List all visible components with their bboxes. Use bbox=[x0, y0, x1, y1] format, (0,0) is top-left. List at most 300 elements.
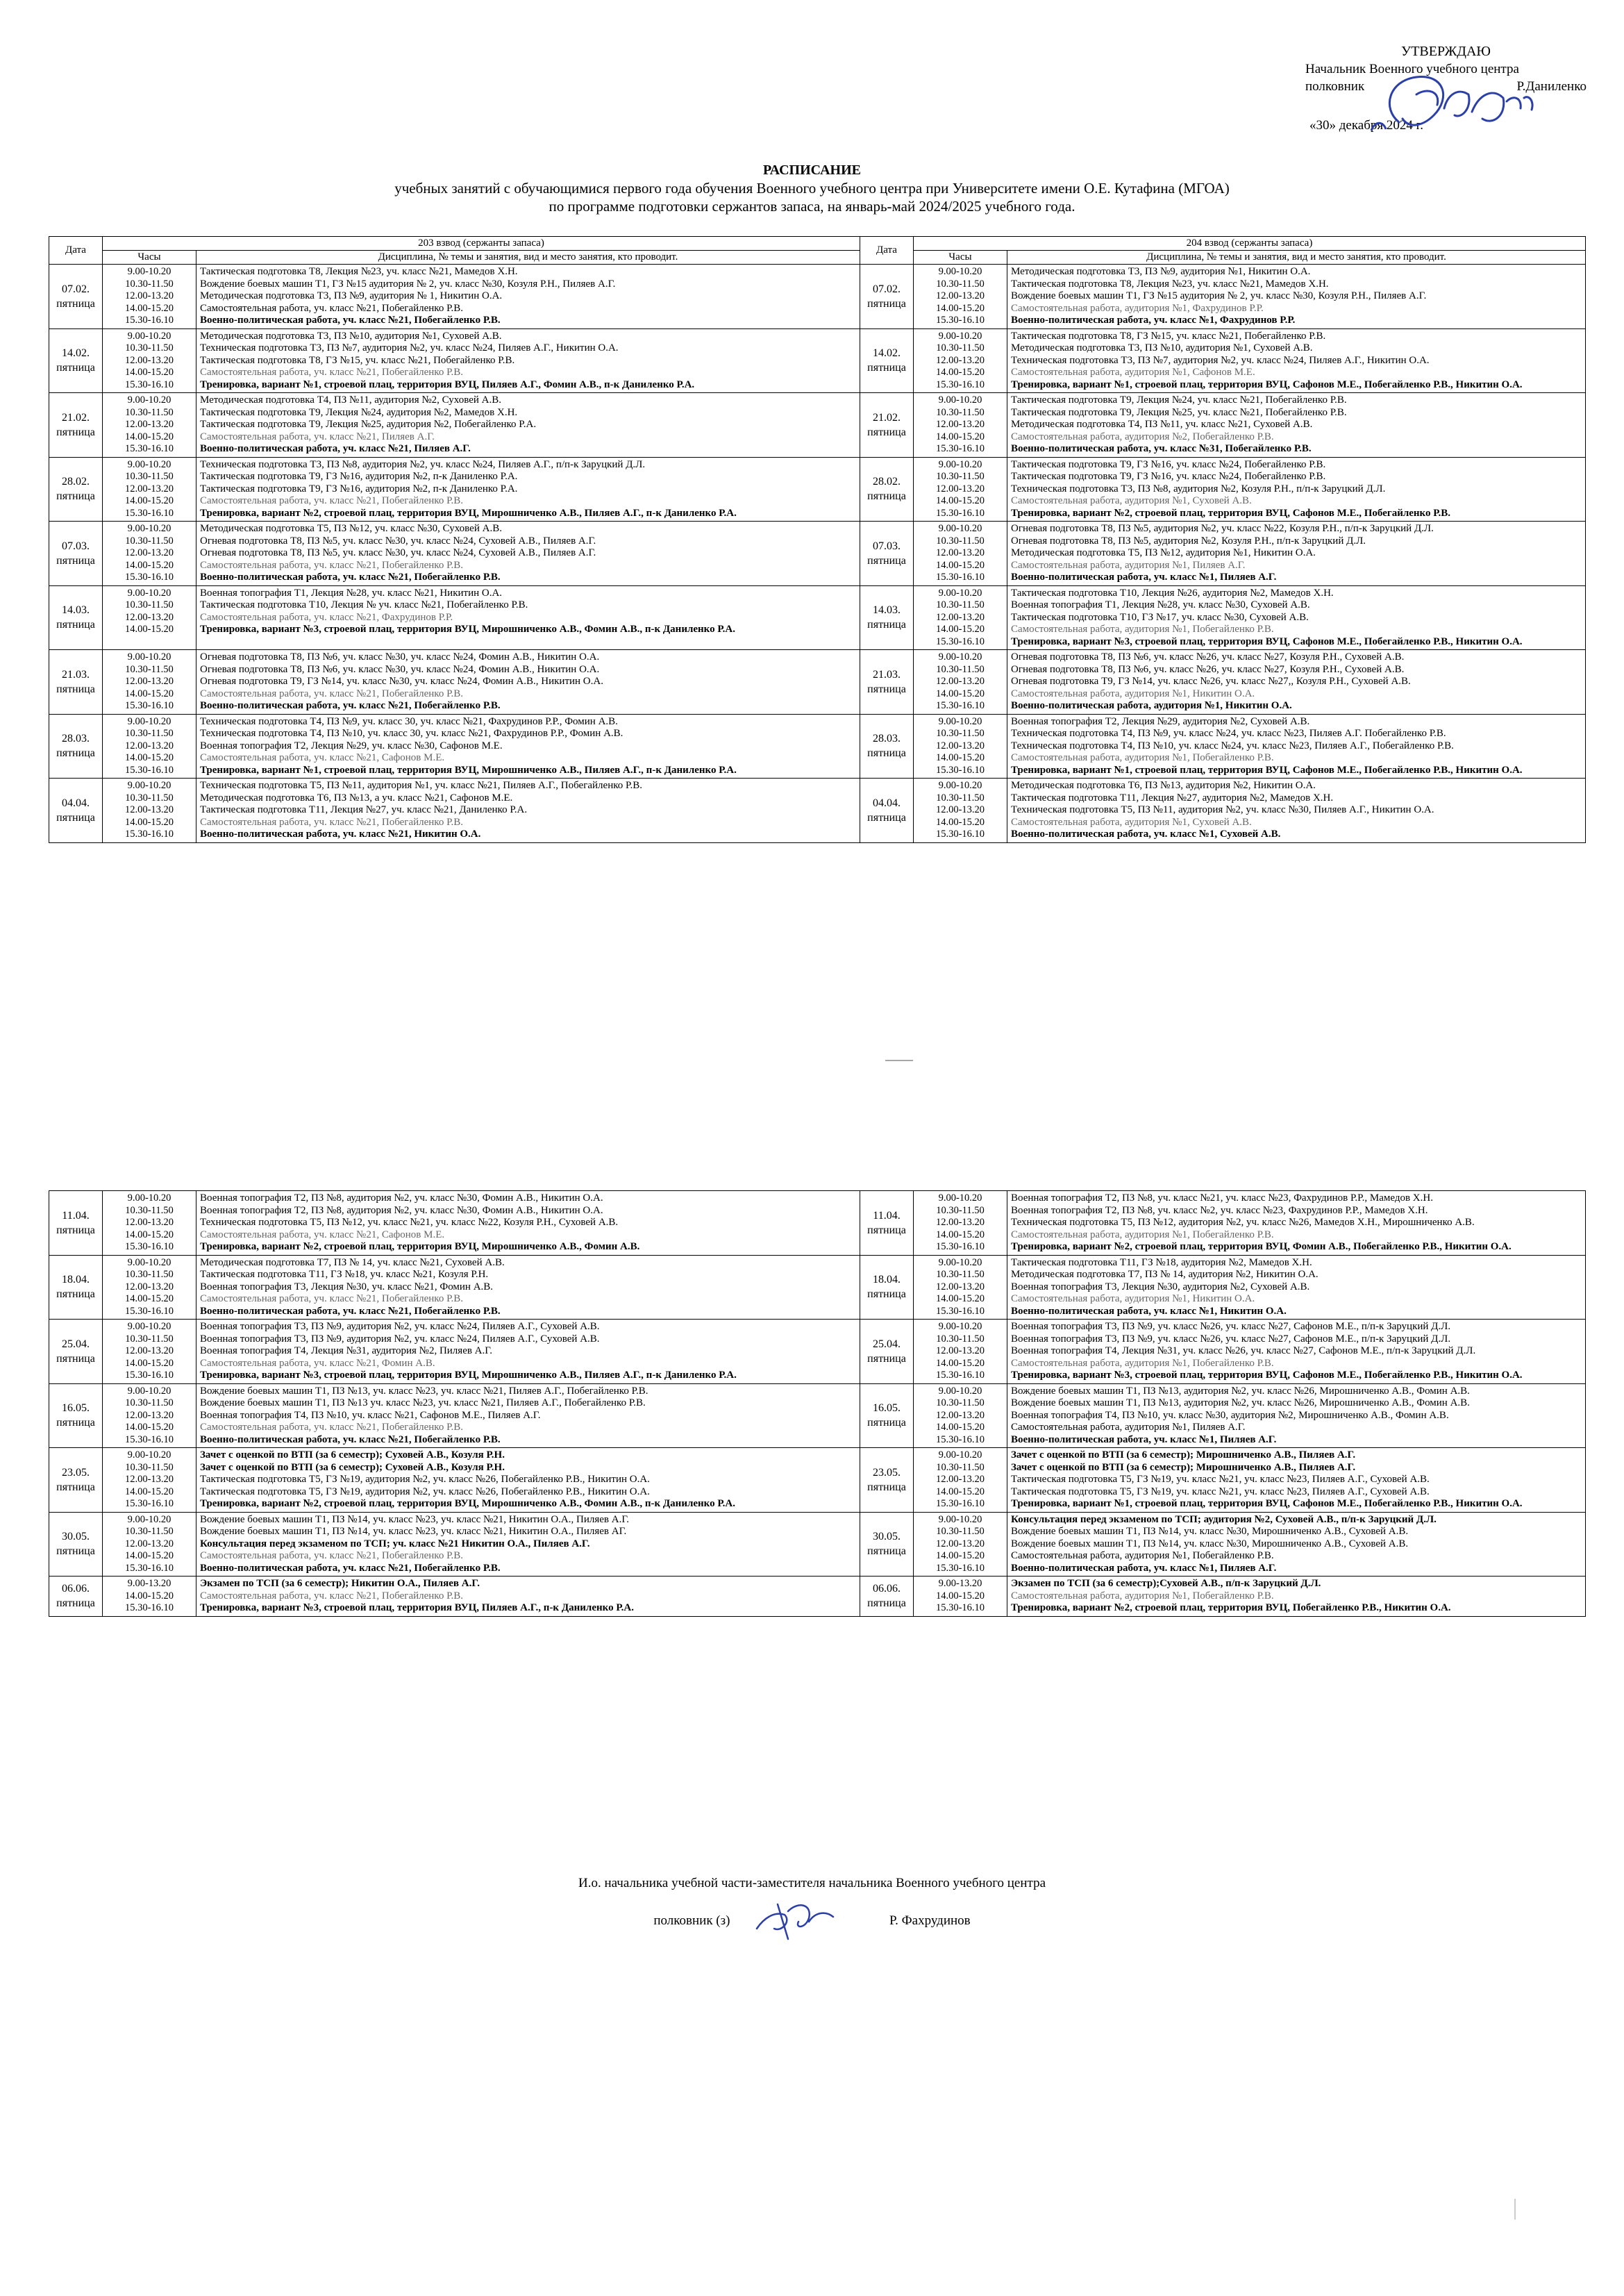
header-discipline: Дисциплина, № темы и занятия, вид и место занятия, кто проводит. bbox=[1007, 251, 1586, 265]
weekday-value: пятница bbox=[56, 362, 95, 374]
lesson-entry: Военно-политическая работа, уч. класс №21, Побегайленко Р.В. bbox=[200, 572, 501, 583]
hours-cell: 9.00-10.20 10.30-11.50 12.00-13.20 14.00-15.20 15.30-16.10 bbox=[914, 457, 1007, 522]
weekday-value: пятница bbox=[867, 811, 906, 824]
schedule-row bbox=[49, 457, 1586, 522]
lesson-entry: Тактическая подготовка Т5, ГЗ №19, аудитория №2, уч. класс №26, Побегайленко Р.В., Никитин О.А. bbox=[200, 1486, 650, 1497]
lesson-entry: Тактическая подготовка Т11, Лекция №27, уч. класс №21, Даниленко Р.А. bbox=[200, 804, 528, 815]
lesson-entry: Вождение боевых машин Т1, ПЗ №14, уч. класс №30, Мирошниченко А.В., Суховей А.В. bbox=[1011, 1526, 1409, 1537]
hours-cell: 9.00-10.20 10.30-11.50 12.00-13.20 14.00-15.20 15.30-16.10 bbox=[103, 328, 196, 393]
schedule-row bbox=[49, 585, 1586, 650]
hours-cell: 9.00-10.20 10.30-11.50 12.00-13.20 14.00-15.20 15.30-16.10 bbox=[103, 1191, 196, 1256]
date-value: 21.02. bbox=[62, 411, 90, 424]
date-value: 06.06. bbox=[873, 1583, 901, 1595]
date-cell bbox=[49, 1448, 103, 1513]
hours-cell: 9.00-10.20 10.30-11.50 12.00-13.20 14.00-15.20 15.30-16.10 bbox=[914, 328, 1007, 393]
date-cell bbox=[860, 779, 914, 843]
hours-cell: 9.00-10.20 10.30-11.50 12.00-13.20 14.00-15.20 15.30-16.10 bbox=[914, 393, 1007, 458]
date-cell bbox=[860, 1320, 914, 1384]
hours-cell: 9.00-10.20 10.30-11.50 12.00-13.20 14.00-15.20 15.30-16.10 bbox=[914, 714, 1007, 779]
lesson-entry: Методическая подготовка Т4, ПЗ №11, аудитория №2, Суховей А.В. bbox=[200, 394, 501, 406]
hours-cell: 9.00-10.20 10.30-11.50 12.00-13.20 14.00-15.20 15.30-16.10 bbox=[914, 522, 1007, 586]
lesson-entry: Огневая подготовка Т8, ПЗ №5, уч. класс №30, уч. класс №24, Суховей А.В., Пиляев А.Г. bbox=[200, 547, 596, 558]
lesson-entry: Техническая подготовка Т5, ПЗ №12, уч. класс №21, уч. класс №22, Козуля Р.Н., Суховей А.В. bbox=[200, 1217, 619, 1228]
lesson-entry: Тактическая подготовка Т9, ГЗ №16, уч. класс №24, Побегайленко Р.В. bbox=[1011, 471, 1326, 482]
schedule-row bbox=[49, 1383, 1586, 1448]
date-cell bbox=[49, 779, 103, 843]
date-cell bbox=[49, 1512, 103, 1577]
lesson-entry: Огневая подготовка Т9, ГЗ №14, уч. класс №26, уч. класс №27,, Козуля Р.Н., Суховей А.В. bbox=[1011, 676, 1411, 687]
lesson-entry: Тренировка, вариант №3, строевой плац, территория ВУЦ, Мирошниченко А.В., Пиляев А.Г., п-к Даниленко Р.А. bbox=[200, 1370, 737, 1381]
discipline-cell bbox=[1007, 265, 1586, 329]
hours-cell: 9.00-10.20 10.30-11.50 12.00-13.20 14.00-15.20 15.30-16.10 bbox=[914, 779, 1007, 843]
date-value: 07.03. bbox=[873, 540, 901, 552]
date-value: 18.04. bbox=[62, 1274, 90, 1286]
scan-mark bbox=[885, 1058, 913, 1063]
date-cell bbox=[860, 650, 914, 715]
discipline-cell bbox=[196, 1191, 860, 1256]
lesson-entry: Самостоятельная работа, уч. класс №21, Побегайленко Р.В. bbox=[200, 495, 464, 506]
schedule-table-page-1 bbox=[49, 236, 1586, 843]
discipline-cell bbox=[196, 1512, 860, 1577]
weekday-value: пятница bbox=[867, 683, 906, 695]
discipline-cell bbox=[196, 1255, 860, 1320]
lesson-entry: Тренировка, вариант №3, строевой плац, территория ВУЦ, Сафонов М.Е., Побегайленко Р.В., Никитин О.А. bbox=[1011, 1370, 1523, 1381]
date-value: 07.03. bbox=[62, 540, 90, 552]
lesson-entry: Техническая подготовка Т3, ПЗ №7, аудитория №2, уч. класс №24, Пиляев А.Г., Никитин О.А. bbox=[200, 342, 619, 353]
lesson-entry: Техническая подготовка Т5, ПЗ №11, аудитория №1, уч. класс №21, Пиляев А.Г., Побегайленко Р.В. bbox=[200, 780, 642, 791]
discipline-cell bbox=[196, 1320, 860, 1384]
footer-position: И.о. начальника учебной части-заместителя начальника Военного учебного центра bbox=[578, 1876, 1046, 1890]
lesson-entry: Самостоятельная работа, уч. класс №21, Побегайленко Р.В. bbox=[200, 367, 464, 378]
weekday-value: пятница bbox=[867, 490, 906, 503]
hours-cell: 9.00-13.20 14.00-15.20 15.30-16.10 bbox=[914, 1577, 1007, 1617]
lesson-entry: Военно-политическая работа, уч. класс №21, Побегайленко Р.В. bbox=[200, 1305, 501, 1317]
lesson-entry: Военно-политическая работа, уч. класс №21, Побегайленко Р.В. bbox=[200, 700, 501, 711]
weekday-value: пятница bbox=[56, 1288, 95, 1301]
date-value: 30.05. bbox=[62, 1531, 90, 1543]
lesson-entry: Техническая подготовка Т4, ПЗ №10, уч. класс 30, уч. класс №21, Фахрудинов Р.Р., Фомин А.В. bbox=[200, 728, 623, 739]
lesson-entry: Методическая подготовка Т6, ПЗ №13, аудитория №2, Никитин О.А. bbox=[1011, 780, 1316, 791]
header-hours: Часы bbox=[914, 251, 1007, 265]
lesson-entry: Тренировка, вариант №3, строевой плац, территория ВУЦ, Мирошниченко А.В., Фомин А.В., п-к Даниленко Р.А. bbox=[200, 624, 735, 635]
lesson-entry: Методическая подготовка Т5, ПЗ №12, аудитория №1, Никитин О.А. bbox=[1011, 547, 1316, 558]
lesson-entry: Самостоятельная работа, уч. класс №21, Побегайленко Р.В. bbox=[200, 816, 464, 828]
lesson-entry: Тактическая подготовка Т9, Лекция №25, уч. класс №21, Побегайленко Р.В. bbox=[1011, 406, 1347, 418]
date-value: 16.05. bbox=[873, 1402, 901, 1415]
lesson-entry: Вождение боевых машин Т1, ПЗ №14, уч. класс №30, Мирошниченко А.В., Суховей А.В. bbox=[1011, 1538, 1409, 1549]
weekday-value: пятница bbox=[867, 426, 906, 438]
schedule-table-page-2 bbox=[49, 1190, 1586, 1617]
date-cell bbox=[49, 522, 103, 586]
lesson-entry: Самостоятельная работа, аудитория №1, Побегайленко Р.В. bbox=[1011, 1357, 1274, 1369]
weekday-value: пятница bbox=[867, 1545, 906, 1558]
lesson-entry: Военно-политическая работа, уч. класс №1, Суховей А.В. bbox=[1011, 829, 1281, 840]
lesson-entry: Техническая подготовка Т3, ПЗ №7, аудитория №2, уч. класс №24, Пиляев А.Г., Никитин О.А. bbox=[1011, 354, 1430, 366]
hours-cell: 9.00-13.20 14.00-15.20 15.30-16.10 bbox=[103, 1577, 196, 1617]
lesson-entry: Самостоятельная работа, аудитория №1, Никитин О.А. bbox=[1011, 1293, 1255, 1304]
discipline-cell bbox=[1007, 585, 1586, 650]
date-value: 18.04. bbox=[873, 1274, 901, 1286]
lesson-entry: Военно-политическая работа, уч. класс №21, Побегайленко Р.В. bbox=[200, 1562, 501, 1574]
date-cell bbox=[49, 1191, 103, 1256]
lesson-entry: Военная топография Т4, ПЗ №10, уч. класс №21, Сафонов М.Е., Пиляев А.Г. bbox=[200, 1409, 541, 1421]
date-cell bbox=[860, 1383, 914, 1448]
hours-cell: 9.00-10.20 10.30-11.50 12.00-13.20 14.00-15.20 15.30-16.10 bbox=[914, 585, 1007, 650]
lesson-entry: Самостоятельная работа, аудитория №1, Побегайленко Р.В. bbox=[1011, 1590, 1274, 1602]
lesson-entry: Вождение боевых машин Т1, ГЗ №15 аудитория № 2, уч. класс №30, Козуля Р.Н., Пиляев А.Г. bbox=[1011, 290, 1427, 301]
lesson-entry: Техническая подготовка Т5, ПЗ №11, аудитория №2, уч. класс №30, Пиляев А.Г., Никитин О.А. bbox=[1011, 804, 1434, 815]
header-hours: Часы bbox=[103, 251, 196, 265]
schedule-row bbox=[49, 1255, 1586, 1320]
lesson-entry: Огневая подготовка Т8, ПЗ №6, уч. класс №30, уч. класс №24, Фомин А.В., Никитин О.А. bbox=[200, 663, 600, 675]
lesson-entry: Самостоятельная работа, аудитория №1, Пиляев А.Г. bbox=[1011, 559, 1246, 571]
date-value: 14.03. bbox=[62, 604, 90, 617]
lesson-entry: Методическая подготовка Т3, ПЗ №10, аудитория №1, Суховей А.В. bbox=[1011, 342, 1313, 353]
discipline-cell bbox=[1007, 714, 1586, 779]
lesson-entry: Методическая подготовка Т3, ПЗ №9, аудитория №1, Никитин О.А. bbox=[1011, 266, 1311, 277]
hours-cell: 9.00-10.20 10.30-11.50 12.00-13.20 14.00-15.20 15.30-16.10 bbox=[103, 393, 196, 458]
hours-cell: 9.00-10.20 10.30-11.50 12.00-13.20 14.00-15.20 15.30-16.10 bbox=[103, 457, 196, 522]
lesson-entry: Военно-политическая работа, уч. класс №1, Фахрудинов Р.Р. bbox=[1011, 315, 1296, 326]
document-title: РАСПИСАНИЕ bbox=[762, 163, 861, 178]
header-platoon-203: 203 взвод (сержанты запаса) bbox=[103, 237, 860, 251]
hours-cell: 9.00-10.20 10.30-11.50 12.00-13.20 14.00-15.20 15.30-16.10 bbox=[914, 265, 1007, 329]
discipline-cell bbox=[1007, 1383, 1586, 1448]
date-value: 25.04. bbox=[873, 1338, 901, 1350]
lesson-entry: Техническая подготовка Т4, ПЗ №9, уч. класс 30, уч. класс №21, Фахрудинов Р.Р., Фомин А.В. bbox=[200, 715, 618, 727]
lesson-entry: Вождение боевых машин Т1, ПЗ №13, уч. класс №23, уч. класс №21, Пиляев А.Г., Побегайленко Р.В. bbox=[200, 1385, 648, 1397]
date-value: 21.02. bbox=[873, 411, 901, 424]
date-value: 25.04. bbox=[62, 1338, 90, 1350]
lesson-entry: Военная топография Т2, ПЗ №8, аудитория №2, уч. класс №30, Фомин А.В., Никитин О.А. bbox=[200, 1204, 603, 1216]
lesson-entry: Военно-политическая работа, уч. класс №31, Побегайленко Р.В. bbox=[1011, 443, 1312, 454]
schedule-row bbox=[49, 1191, 1586, 1256]
approval-date: «30» декабря 2024 г. bbox=[1309, 118, 1424, 133]
weekday-value: пятница bbox=[56, 619, 95, 631]
lesson-entry: Военная топография Т4, ПЗ №10, уч. класс №30, аудитория №2, Мирошниченко А.В., Фомин А.В. bbox=[1011, 1409, 1449, 1421]
date-value: 21.03. bbox=[62, 668, 90, 681]
hours-cell: 9.00-10.20 10.30-11.50 12.00-13.20 14.00-15.20 15.30-16.10 bbox=[914, 650, 1007, 715]
lesson-entry: Самостоятельная работа, аудитория №1, Фахрудинов Р.Р. bbox=[1011, 302, 1264, 314]
lesson-entry: Зачет с оценкой по ВТП (за 6 семестр); Мирошниченко А.В., Пиляев А.Г. bbox=[1011, 1461, 1356, 1473]
weekday-value: пятница bbox=[867, 1417, 906, 1429]
lesson-entry: Самостоятельная работа, уч. класс №21, Побегайленко Р.В. bbox=[200, 1422, 464, 1433]
discipline-cell bbox=[196, 393, 860, 458]
discipline-cell bbox=[1007, 522, 1586, 586]
header-discipline: Дисциплина, № темы и занятия, вид и место занятия, кто проводит. bbox=[196, 251, 860, 265]
discipline-cell bbox=[1007, 328, 1586, 393]
date-value: 11.04. bbox=[62, 1209, 90, 1222]
scan-mark bbox=[1512, 2199, 1518, 2220]
lesson-entry: Тактическая подготовка Т10, Лекция № уч. класс №21, Побегайленко Р.В. bbox=[200, 599, 528, 610]
discipline-cell bbox=[1007, 457, 1586, 522]
weekday-value: пятница bbox=[56, 811, 95, 824]
lesson-entry: Самостоятельная работа, аудитория №1, Пиляев А.Г. bbox=[1011, 1422, 1246, 1433]
approval-name: Р.Даниленко bbox=[1516, 79, 1587, 94]
date-cell bbox=[49, 1383, 103, 1448]
lesson-entry: Военная топография Т4, Лекция №31, аудитория №2, Пиляев А.Г. bbox=[200, 1345, 492, 1356]
hours-cell: 9.00-10.20 10.30-11.50 12.00-13.20 14.00-15.20 15.30-16.10 bbox=[914, 1448, 1007, 1513]
hours-cell: 9.00-10.20 10.30-11.50 12.00-13.20 14.00-15.20 bbox=[103, 585, 196, 650]
date-cell bbox=[49, 1320, 103, 1384]
date-cell bbox=[860, 522, 914, 586]
date-cell bbox=[860, 585, 914, 650]
date-value: 07.02. bbox=[62, 283, 90, 295]
handwritten-signature-footer bbox=[750, 1890, 840, 1946]
lesson-entry: Самостоятельная работа, аудитория №1, Побегайленко Р.В. bbox=[1011, 752, 1274, 763]
schedule-row bbox=[49, 522, 1586, 586]
document-subtitle-2: по программе подготовки сержантов запаса, на январь-май 2024/2025 учебного года. bbox=[549, 198, 1075, 215]
lesson-entry: Экзамен по ТСП (за 6 семестр); Никитин О.А., Пиляев А.Г. bbox=[200, 1578, 480, 1589]
lesson-entry: Огневая подготовка Т9, ГЗ №14, уч. класс №30, уч. класс №24, Фомин А.В., Никитин О.А. bbox=[200, 676, 603, 687]
weekday-value: пятница bbox=[56, 1352, 95, 1365]
lesson-entry: Зачет с оценкой по ВТП (за 6 семестр); Суховей А.В., Козуля Р.Н. bbox=[200, 1449, 505, 1461]
lesson-entry: Техническая подготовка Т5, ПЗ №12, аудитория №2, уч. класс №26, Мамедов Х.Н., Мирошниченко А.В. bbox=[1011, 1217, 1475, 1228]
lesson-entry: Методическая подготовка Т6, ПЗ №13, а уч. класс №21, Сафонов М.Е. bbox=[200, 792, 513, 804]
lesson-entry: Тактическая подготовка Т11, ГЗ №18, уч. класс №21, Козуля Р.Н. bbox=[200, 1269, 489, 1280]
lesson-entry: Техническая подготовка Т3, ПЗ №8, аудитория №2, Козуля Р.Н., п/п-к Заруцкий Д.Л. bbox=[1011, 483, 1386, 494]
date-cell bbox=[49, 714, 103, 779]
lesson-entry: Военная топография Т3, ПЗ №9, аудитория №2, уч. класс №24, Пиляев А.Г., Суховей А.В. bbox=[200, 1333, 600, 1345]
lesson-entry: Военная топография Т3, Лекция №30, уч. класс №21, Фомин А.В. bbox=[200, 1281, 494, 1292]
date-value: 14.03. bbox=[873, 604, 901, 617]
weekday-value: пятница bbox=[56, 747, 95, 760]
hours-cell: 9.00-10.20 10.30-11.50 12.00-13.20 14.00-15.20 15.30-16.10 bbox=[914, 1191, 1007, 1256]
header-date: Дата bbox=[49, 237, 103, 265]
discipline-cell bbox=[196, 1383, 860, 1448]
hours-cell: 9.00-10.20 10.30-11.50 12.00-13.20 14.00-15.20 15.30-16.10 bbox=[103, 522, 196, 586]
date-cell bbox=[860, 1191, 914, 1256]
lesson-entry: Военная топография Т2, ПЗ №8, аудитория №2, уч. класс №30, Фомин А.В., Никитин О.А. bbox=[200, 1192, 603, 1204]
discipline-cell bbox=[1007, 779, 1586, 843]
header-platoon-204: 204 взвод (сержанты запаса) bbox=[914, 237, 1586, 251]
lesson-entry: Самостоятельная работа, уч. класс №21, Сафонов М.Е. bbox=[200, 1229, 445, 1240]
date-cell bbox=[860, 457, 914, 522]
date-value: 28.03. bbox=[873, 733, 901, 745]
lesson-entry: Военная топография Т3, ПЗ №9, уч. класс №26, уч. класс №27, Сафонов М.Е., п/п-к Заруцкий Д.Л. bbox=[1011, 1333, 1451, 1345]
schedule-row bbox=[49, 1577, 1586, 1617]
approval-position: Начальник Военного учебного центра bbox=[1305, 62, 1519, 76]
lesson-entry: Тактическая подготовка Т9, ГЗ №16, уч. класс №24, Побегайленко Р.В. bbox=[1011, 458, 1326, 470]
lesson-entry: Тренировка, вариант №3, строевой плац, территория ВУЦ, Пиляев А.Г., п-к Даниленко Р.А. bbox=[200, 1602, 634, 1613]
lesson-entry: Методическая подготовка Т3, ПЗ №9, аудитория № 1, Никитин О.А. bbox=[200, 290, 503, 301]
weekday-value: пятница bbox=[867, 1224, 906, 1236]
lesson-entry: Тренировка, вариант №1, строевой плац, территория ВУЦ, Сафонов М.Е., Побегайленко Р.В., Никитин О.А. bbox=[1011, 764, 1523, 776]
document-subtitle-1: учебных занятий с обучающимися первого года обучения Военного учебного центра при Университете имени О.Е. Кутафина (МГОА) bbox=[394, 180, 1230, 197]
lesson-entry: Самостоятельная работа, уч. класс №21, Побегайленко Р.В. bbox=[200, 688, 464, 699]
lesson-entry: Тренировка, вариант №3, строевой плац, территория ВУЦ, Сафонов М.Е., Побегайленко Р.В., Никитин О.А. bbox=[1011, 635, 1523, 647]
discipline-cell bbox=[1007, 650, 1586, 715]
discipline-cell bbox=[1007, 1577, 1586, 1617]
hours-cell: 9.00-10.20 10.30-11.50 12.00-13.20 14.00-15.20 15.30-16.10 bbox=[103, 1255, 196, 1320]
discipline-cell bbox=[1007, 1191, 1586, 1256]
hours-cell: 9.00-10.20 10.30-11.50 12.00-13.20 14.00-15.20 15.30-16.10 bbox=[914, 1320, 1007, 1384]
lesson-entry: Самостоятельная работа, аудитория №2, Побегайленко Р.В. bbox=[1011, 431, 1274, 442]
date-cell bbox=[860, 1512, 914, 1577]
lesson-entry: Методическая подготовка Т3, ПЗ №10, аудитория №1, Суховей А.В. bbox=[200, 330, 502, 342]
weekday-value: пятница bbox=[867, 554, 906, 567]
handwritten-signature-approval bbox=[1305, 67, 1555, 150]
schedule-row bbox=[49, 393, 1586, 458]
date-value: 23.05. bbox=[62, 1466, 90, 1479]
header-date: Дата bbox=[860, 237, 914, 265]
hours-cell: 9.00-10.20 10.30-11.50 12.00-13.20 14.00-15.20 15.30-16.10 bbox=[103, 714, 196, 779]
lesson-entry: Военно-политическая работа, уч. класс №21, Побегайленко Р.В. bbox=[200, 1433, 501, 1445]
lesson-entry: Военная топография Т2, ПЗ №8, уч. класс №2, уч. класс №23, Фахрудинов Р.Р., Мамедов Х.Н. bbox=[1011, 1204, 1428, 1216]
lesson-entry: Военная топография Т4, Лекция №31, уч. класс №26, уч. класс №27, Сафонов М.Е., п/п-к Заруцкий Д.Л. bbox=[1011, 1345, 1476, 1356]
lesson-entry: Тактическая подготовка Т10, ГЗ №17, уч. класс №30, Суховей А.В. bbox=[1011, 611, 1309, 623]
date-cell bbox=[49, 585, 103, 650]
discipline-cell bbox=[196, 779, 860, 843]
lesson-entry: Тактическая подготовка Т9, ГЗ №16, аудитория №2, п-к Даниленко Р.А. bbox=[200, 483, 518, 494]
schedule-row bbox=[49, 265, 1586, 329]
lesson-entry: Военная топография Т2, Лекция №29, уч. класс №30, Сафонов М.Е. bbox=[200, 740, 503, 751]
discipline-cell bbox=[196, 328, 860, 393]
lesson-entry: Самостоятельная работа, уч. класс №21, Побегайленко Р.В. bbox=[200, 1590, 464, 1602]
date-cell bbox=[49, 393, 103, 458]
weekday-value: пятница bbox=[56, 297, 95, 310]
lesson-entry: Самостоятельная работа, уч. класс №21, Фахрудинов Р.Р. bbox=[200, 611, 453, 623]
lesson-entry: Самостоятельная работа, аудитория №1, Сафонов М.Е. bbox=[1011, 367, 1255, 378]
date-cell bbox=[860, 1448, 914, 1513]
schedule-row bbox=[49, 1512, 1586, 1577]
lesson-entry: Методическая подготовка Т4, ПЗ №11, уч. класс №21, Суховей А.В. bbox=[1011, 419, 1313, 430]
hours-cell: 9.00-10.20 10.30-11.50 12.00-13.20 14.00-15.20 15.30-16.10 bbox=[914, 1512, 1007, 1577]
weekday-value: пятница bbox=[56, 490, 95, 503]
lesson-entry: Огневая подготовка Т8, ПЗ №5, уч. класс №30, уч. класс №24, Суховей А.В., Пиляев А.Г. bbox=[200, 535, 596, 547]
discipline-cell bbox=[196, 1448, 860, 1513]
weekday-value: пятница bbox=[56, 1417, 95, 1429]
schedule-heading bbox=[0, 161, 1624, 215]
schedule-row bbox=[49, 1448, 1586, 1513]
lesson-entry: Военная топография Т2, ПЗ №8, уч. класс №21, уч. класс №23, Фахрудинов Р.Р., Мамедов Х.Н. bbox=[1011, 1192, 1433, 1204]
date-value: 28.03. bbox=[62, 733, 90, 745]
lesson-entry: Военная топография Т3, ПЗ №9, уч. класс №26, уч. класс №27, Сафонов М.Е., п/п-к Заруцкий Д.Л. bbox=[1011, 1321, 1451, 1332]
lesson-entry: Самостоятельная работа, аудитория №1, Побегайленко Р.В. bbox=[1011, 1229, 1274, 1240]
date-cell bbox=[49, 457, 103, 522]
lesson-entry: Техническая подготовка Т4, ПЗ №10, уч. класс №24, уч. класс №23, Пиляев А.Г., Побегайленко Р.В. bbox=[1011, 740, 1454, 751]
discipline-cell bbox=[196, 650, 860, 715]
lesson-entry: Тренировка, вариант №1, строевой плац, территория ВУЦ, Пиляев А.Г., Фомин А.В., п-к Даниленко Р.А. bbox=[200, 378, 695, 390]
lesson-entry: Тренировка, вариант №2, строевой плац, территория ВУЦ, Сафонов М.Е., Побегайленко Р.В. bbox=[1011, 507, 1451, 519]
weekday-value: пятница bbox=[56, 554, 95, 567]
lesson-entry: Экзамен по ТСП (за 6 семестр);Суховей А.В., п/п-к Заруцкий Д.Л. bbox=[1011, 1578, 1321, 1589]
date-value: 04.04. bbox=[873, 797, 901, 809]
lesson-entry: Тактическая подготовка Т10, Лекция №26, аудитория №2, Мамедов Х.Н. bbox=[1011, 587, 1334, 599]
date-value: 14.02. bbox=[62, 347, 90, 360]
lesson-entry: Самостоятельная работа, уч. класс №21, Побегайленко Р.В. bbox=[200, 559, 464, 571]
hours-cell: 9.00-10.20 10.30-11.50 12.00-13.20 14.00-15.20 15.30-16.10 bbox=[103, 779, 196, 843]
discipline-cell bbox=[196, 714, 860, 779]
date-value: 11.04. bbox=[873, 1209, 901, 1222]
lesson-entry: Огневая подготовка Т8, ПЗ №5, аудитория №2, уч. класс №22, Козуля Р.Н., п/п-к Заруцкий Д.Л. bbox=[1011, 523, 1434, 534]
lesson-entry: Тактическая подготовка Т9, ГЗ №16, аудитория №2, п-к Даниленко Р.А. bbox=[200, 471, 518, 482]
hours-cell: 9.00-10.20 10.30-11.50 12.00-13.20 14.00-15.20 15.30-16.10 bbox=[914, 1255, 1007, 1320]
lesson-entry: Самостоятельная работа, аудитория №1, Побегайленко Р.В. bbox=[1011, 1550, 1274, 1561]
schedule-body-page-1 bbox=[49, 265, 1586, 843]
lesson-entry: Вождение боевых машин Т1, ПЗ №14, уч. класс №23, уч. класс №21, Никитин О.А., Пиляев А.Г. bbox=[200, 1513, 630, 1525]
lesson-entry: Огневая подготовка Т8, ПЗ №5, аудитория №2, Козуля Р.Н., п/п-к Заруцкий Д.Л. bbox=[1011, 535, 1366, 547]
lesson-entry: Самостоятельная работа, аудитория №1, Суховей А.В. bbox=[1011, 816, 1252, 828]
weekday-value: пятница bbox=[56, 1224, 95, 1236]
lesson-entry: Зачет с оценкой по ВТП (за 6 семестр); Суховей А.В., Козуля Р.Н. bbox=[200, 1461, 505, 1473]
lesson-entry: Вождение боевых машин Т1, ПЗ №13, аудитория №2, уч. класс №26, Мирошниченко А.В., Фомин А.В. bbox=[1011, 1385, 1470, 1397]
lesson-entry: Тренировка, вариант №2, строевой плац, территория ВУЦ, Мирошниченко А.В., Пиляев А.Г., п-к Даниленко Р.А. bbox=[200, 507, 737, 519]
lesson-entry: Вождение боевых машин Т1, ПЗ №13 уч. класс №23, уч. класс №21, Пиляев А.Г., Побегайленко Р.В. bbox=[200, 1397, 646, 1408]
discipline-cell bbox=[196, 585, 860, 650]
hours-cell: 9.00-10.20 10.30-11.50 12.00-13.20 14.00-15.20 15.30-16.10 bbox=[103, 265, 196, 329]
lesson-entry: Тренировка, вариант №2, строевой плац, территория ВУЦ, Мирошниченко А.В., Фомин А.В., п-к Даниленко Р.А. bbox=[200, 1498, 735, 1509]
lesson-entry: Вождение боевых машин Т1, ПЗ №13, аудитория №2, уч. класс №26, Мирошниченко А.В., Фомин А.В. bbox=[1011, 1397, 1470, 1408]
discipline-cell bbox=[196, 1577, 860, 1617]
date-value: 28.02. bbox=[873, 476, 901, 488]
lesson-entry: Тактическая подготовка Т5, ГЗ №19, уч. класс №21, уч. класс №23, Пиляев А.Г., Суховей А.В. bbox=[1011, 1474, 1430, 1485]
lesson-entry: Самостоятельная работа, аудитория №1, Побегайленко Р.В. bbox=[1011, 624, 1274, 635]
lesson-entry: Техническая подготовка Т4, ПЗ №9, уч. класс №24, уч. класс №23, Пиляев А.Г. Побегайленко Р.В. bbox=[1011, 728, 1446, 739]
lesson-entry: Тренировка, вариант №1, строевой плац, территория ВУЦ, Сафонов М.Е., Побегайленко Р.В., Никитин О.А. bbox=[1011, 1498, 1523, 1509]
footer-name: Р. Фахрудинов bbox=[889, 1913, 971, 1928]
discipline-cell bbox=[196, 457, 860, 522]
schedule-row bbox=[49, 328, 1586, 393]
lesson-entry: Тактическая подготовка Т9, Лекция №24, аудитория №2, Мамедов Х.Н. bbox=[200, 406, 518, 418]
lesson-entry: Военно-политическая работа, уч. класс №1, Никитин О.А. bbox=[1011, 1305, 1287, 1317]
lesson-entry: Техническая подготовка Т3, ПЗ №8, аудитория №2, уч. класс №24, Пиляев А.Г., п/п-к Заруцкий Д.Л. bbox=[200, 458, 646, 470]
approval-rank: полковник bbox=[1305, 79, 1365, 94]
lesson-entry: Тренировка, вариант №1, строевой плац, территория ВУЦ, Сафонов М.Е., Побегайленко Р.В., Никитин О.А. bbox=[1011, 378, 1523, 390]
schedule-body-page-2 bbox=[49, 1191, 1586, 1617]
weekday-value: пятница bbox=[867, 619, 906, 631]
lesson-entry: Тактическая подготовка Т9, Лекция №25, аудитория №2, Побегайленко Р.А. bbox=[200, 419, 537, 430]
lesson-entry: Военная топография Т3, Лекция №30, аудитория №2, Суховей А.В. bbox=[1011, 1281, 1310, 1292]
date-value: 04.04. bbox=[62, 797, 90, 809]
lesson-entry: Военно-политическая работа, уч. класс №21, Никитин О.А. bbox=[200, 829, 481, 840]
discipline-cell bbox=[1007, 393, 1586, 458]
hours-cell: 9.00-10.20 10.30-11.50 12.00-13.20 14.00-15.20 15.30-16.10 bbox=[103, 650, 196, 715]
lesson-entry: Зачет с оценкой по ВТП (за 6 семестр); Мирошниченко А.В., Пиляев А.Г. bbox=[1011, 1449, 1356, 1461]
lesson-entry: Тренировка, вариант №2, строевой плац, территория ВУЦ, Мирошниченко А.В., Фомин А.В. bbox=[200, 1241, 640, 1252]
date-cell bbox=[860, 328, 914, 393]
date-cell bbox=[49, 650, 103, 715]
lesson-entry: Тактическая подготовка Т5, ГЗ №19, аудитория №2, уч. класс №26, Побегайленко Р.В., Никитин О.А. bbox=[200, 1474, 650, 1485]
date-cell bbox=[49, 1255, 103, 1320]
date-value: 14.02. bbox=[873, 347, 901, 360]
lesson-entry: Тактическая подготовка Т8, ГЗ №15, уч. класс №21, Побегайленко Р.В. bbox=[1011, 330, 1326, 342]
weekday-value: пятница bbox=[867, 362, 906, 374]
lesson-entry: Военная топография Т1, Лекция №28, уч. класс №21, Никитин О.А. bbox=[200, 587, 503, 599]
lesson-entry: Консультация перед экзаменом по ТСП; аудитория №2, Суховей А.В., п/п-к Заруцкий Д.Л. bbox=[1011, 1513, 1437, 1525]
date-value: 30.05. bbox=[873, 1531, 901, 1543]
schedule-row bbox=[49, 779, 1586, 843]
lesson-entry: Огневая подготовка Т8, ПЗ №6, уч. класс №30, уч. класс №24, Фомин А.В., Никитин О.А. bbox=[200, 651, 600, 663]
date-cell bbox=[49, 328, 103, 393]
hours-cell: 9.00-10.20 10.30-11.50 12.00-13.20 14.00-15.20 15.30-16.10 bbox=[103, 1448, 196, 1513]
lesson-entry: Военная топография Т1, Лекция №28, уч. класс №30, Суховей А.В. bbox=[1011, 599, 1310, 610]
discipline-cell bbox=[196, 265, 860, 329]
lesson-entry: Методическая подготовка Т7, ПЗ № 14, уч. класс №21, Суховей А.В. bbox=[200, 1256, 505, 1268]
date-cell bbox=[49, 265, 103, 329]
lesson-entry: Тренировка, вариант №2, строевой плац, территория ВУЦ, Побегайленко Р.В., Никитин О.А. bbox=[1011, 1602, 1451, 1613]
lesson-entry: Самостоятельная работа, аудитория №1, Суховей А.В. bbox=[1011, 495, 1252, 506]
lesson-entry: Вождение боевых машин Т1, ПЗ №14, уч. класс №23, уч. класс №21, Никитин О.А., Пиляев АГ. bbox=[200, 1526, 627, 1537]
weekday-value: пятница bbox=[56, 426, 95, 438]
lesson-entry: Самостоятельная работа, уч. класс №21, Побегайленко Р.В. bbox=[200, 1550, 464, 1561]
weekday-value: пятница bbox=[867, 747, 906, 760]
date-cell bbox=[860, 393, 914, 458]
lesson-entry: Тактическая подготовка Т8, ГЗ №15, уч. класс №21, Побегайленко Р.В. bbox=[200, 354, 515, 366]
lesson-entry: Тренировка, вариант №1, строевой плац, территория ВУЦ, Мирошниченко А.В., Пиляев А.Г., п-к Даниленко Р.А. bbox=[200, 764, 737, 776]
date-cell bbox=[860, 265, 914, 329]
lesson-entry: Самостоятельная работа, уч. класс №21, Сафонов М.Е. bbox=[200, 752, 445, 763]
